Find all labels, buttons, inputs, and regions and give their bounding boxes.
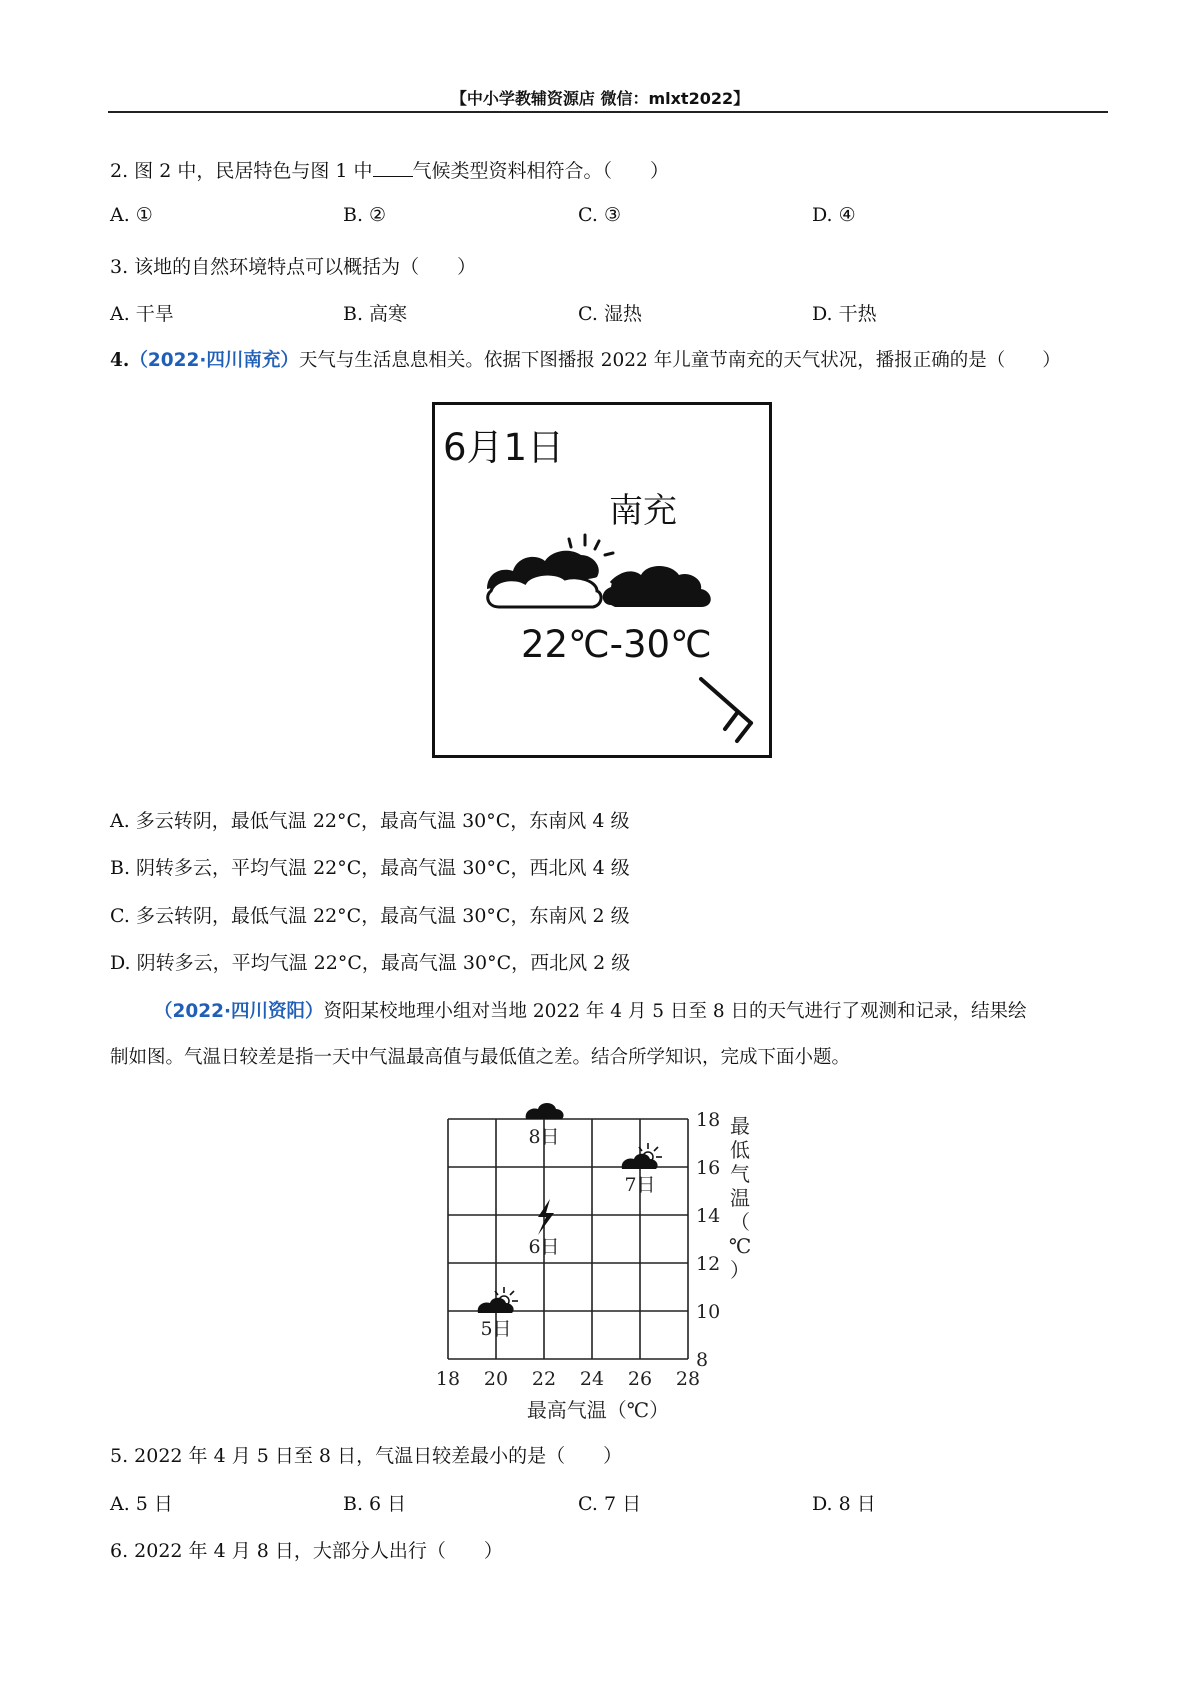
y-axis-label-char: 最: [730, 1114, 750, 1138]
cloud-icon: [526, 1103, 564, 1119]
q5-option-a: A. 5 日: [110, 1493, 173, 1515]
y-axis-label-char: 低: [730, 1138, 750, 1162]
y-tick-label: 8: [696, 1349, 709, 1371]
y-axis-label-char: ）: [730, 1258, 750, 1282]
passage-line-2: 制如图。气温日较差是指一天中气温最高值与最低值之差。结合所学知识，完成下面小题。: [110, 1047, 851, 1068]
q3-option-c: C. 湿热: [578, 303, 642, 325]
y-axis-label-char: ℃: [728, 1234, 752, 1258]
answer-blank: [373, 158, 413, 177]
q3-option-d: D. 干热: [812, 303, 877, 325]
q5-option-c: C. 7 日: [578, 1493, 642, 1515]
y-tick-label: 10: [696, 1301, 721, 1323]
data-point-label: 7日: [624, 1174, 656, 1196]
header-rule: [108, 111, 1108, 113]
q3-option-b: B. 高寒: [343, 303, 408, 325]
x-tick-label: 24: [579, 1368, 605, 1390]
q5-option-b: B. 6 日: [343, 1493, 407, 1515]
partly-cloudy-icon: [478, 1287, 518, 1313]
q4-stem-text: 天气与生活息息相关。依据下图播报 2022 年儿童节南充的天气状况，播报正确的是（ ）: [298, 350, 1061, 371]
page-header: 【中小学教辅资源店 微信：mlxt2022】: [450, 89, 750, 108]
q3-stem: 3. 该地的自然环境特点可以概括为（ ）: [110, 256, 477, 278]
passage-line-1: [154, 997, 1026, 1023]
x-tick-label: 22: [531, 1368, 557, 1390]
weather-date: 6月1日: [443, 426, 565, 469]
y-axis-label-char: 温: [730, 1186, 750, 1210]
x-tick-label: 26: [627, 1368, 653, 1390]
q4-stem: [110, 346, 1061, 372]
passage-source: （2022·四川资阳）: [154, 1001, 324, 1022]
x-tick-label: 18: [435, 1368, 461, 1390]
y-tick-label: 14: [696, 1205, 721, 1227]
q4-source: （2022·四川南充）: [129, 350, 299, 371]
q4-option-c: C. 多云转阴，最低气温 22°C，最高气温 30°C，东南风 2 级: [110, 905, 630, 927]
y-tick-label: 12: [696, 1253, 721, 1275]
weather-card: [432, 402, 772, 758]
q5-option-d: D. 8 日: [812, 1493, 876, 1515]
x-axis-label: 最高气温（℃）: [526, 1398, 670, 1422]
q5-stem: 5. 2022 年 4 月 5 日至 8 日，气温日较差最小的是（ ）: [110, 1445, 623, 1467]
passage-text-1: 资阳某校地理小组对当地 2022 年 4 月 5 日至 8 日的天气进行了观测和记录，结果绘: [323, 1001, 1027, 1022]
q2-option-b: B. ②: [343, 204, 387, 226]
partly-cloudy-icon: [622, 1143, 662, 1169]
wind-symbol-icon: [697, 675, 761, 749]
x-tick-label: 28: [675, 1368, 701, 1390]
y-axis-label-char: （: [730, 1210, 750, 1234]
q2-stem-pre: 2. 图 2 中，民居特色与图 1 中: [110, 160, 373, 182]
q2-option-c: C. ③: [578, 204, 621, 226]
y-tick-label: 16: [696, 1157, 721, 1179]
q6-stem: 6. 2022 年 4 月 8 日，大部分人出行（ ）: [110, 1540, 503, 1562]
y-axis-label-char: 气: [730, 1162, 750, 1186]
cloudy-to-overcast-icon: [485, 533, 725, 617]
q2-option-d: D. ④: [812, 204, 856, 226]
q4-option-b: B. 阴转多云，平均气温 22°C，最高气温 30°C，西北风 4 级: [110, 857, 630, 879]
q4-option-d: D. 阴转多云，平均气温 22°C，最高气温 30°C，西北风 2 级: [110, 952, 631, 974]
y-tick-label: 18: [696, 1109, 721, 1131]
x-tick-label: 20: [483, 1368, 509, 1390]
q2-stem-post: 气候类型资料相符合。（ ）: [412, 160, 670, 182]
weather-city: 南充: [609, 491, 677, 531]
q4-option-a: A. 多云转阴，最低气温 22°C，最高气温 30°C，东南风 4 级: [110, 810, 630, 832]
q3-option-a: A. 干旱: [110, 303, 174, 325]
q4-number: 4.: [110, 350, 130, 371]
data-point-label: 6日: [528, 1236, 560, 1258]
weather-temperature: 22℃-30℃: [521, 623, 712, 666]
q2-option-a: A. ①: [110, 204, 153, 226]
data-point-label: 8日: [528, 1126, 560, 1148]
q2-stem: [110, 156, 669, 183]
data-point-label: 5日: [480, 1318, 512, 1340]
lightning-icon: [538, 1199, 554, 1235]
